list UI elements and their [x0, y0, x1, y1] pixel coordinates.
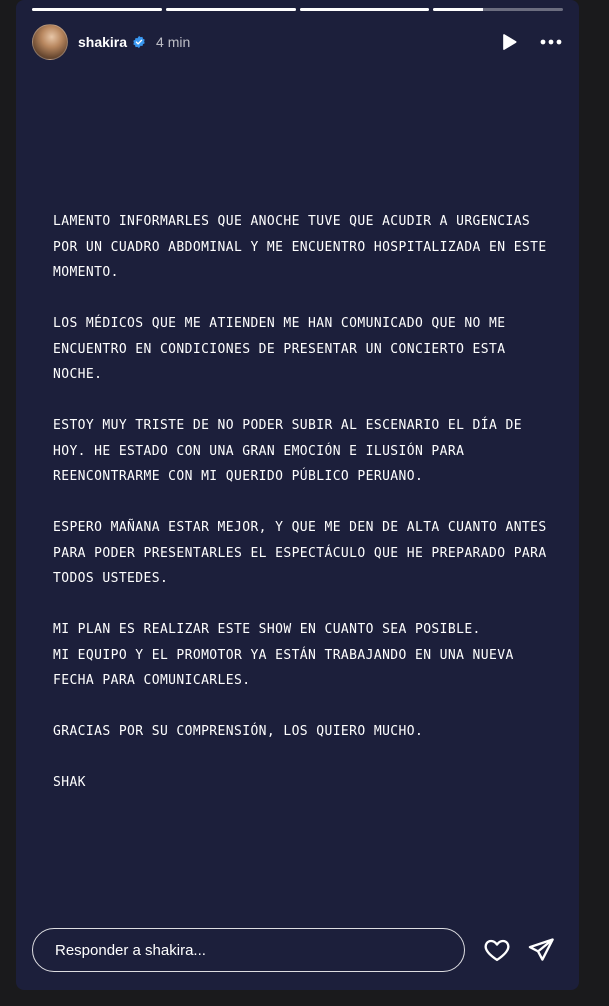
text-line: ESTOY MUY TRISTE DE NO PODER SUBIR AL ESCENARIO EL DÍA DE: [53, 418, 522, 433]
progress-segment: [433, 8, 563, 11]
story-viewer: [16, 0, 579, 990]
text-line: POR UN CUADRO ABDOMINAL Y ME ENCUENTRO HOSPITALIZADA EN ESTE: [53, 239, 547, 255]
paragraph: [53, 209, 573, 286]
text-line: PARA PODER PRESENTARLES EL ESPECTÁCULO QUE HE PREPARADO PARA: [53, 545, 547, 561]
progress-segment: [300, 8, 430, 11]
text-line: SHAK: [53, 775, 86, 790]
text-line: ESPERO MAÑANA ESTAR MEJOR, Y QUE ME DEN DE ALTA CUANTO ANTES: [53, 520, 547, 535]
paragraph: [53, 311, 573, 388]
progress-fill: [32, 8, 162, 11]
reply-actions: [483, 936, 555, 964]
paragraph: [53, 617, 573, 694]
heart-icon[interactable]: [483, 936, 511, 964]
paragraph: [53, 719, 573, 745]
send-icon[interactable]: [527, 936, 555, 964]
story-text: [53, 209, 573, 821]
paragraph: [53, 413, 573, 490]
progress-segment: [166, 8, 296, 11]
post-time: 4 min: [156, 34, 191, 50]
text-line: NOCHE.: [53, 367, 103, 382]
more-options-icon[interactable]: [539, 30, 563, 54]
username[interactable]: shakira: [78, 34, 128, 50]
play-icon[interactable]: [499, 32, 519, 52]
text-line: MOMENTO.: [53, 265, 119, 280]
text-line: MI EQUIPO Y EL PROMOTOR YA ESTÁN TRABAJANDO EN UNA NUEVA: [53, 647, 514, 663]
signature: [53, 770, 573, 796]
text-line: HOY. HE ESTADO CON UNA GRAN EMOCIÓN E ILUSIÓN PARA: [53, 443, 465, 459]
progress-fill: [433, 8, 482, 11]
paragraph: [53, 515, 573, 592]
text-line: REENCONTRARME CON MI QUERIDO PÚBLICO PERUANO.: [53, 469, 424, 484]
text-line: FECHA PARA COMUNICARLES.: [53, 673, 251, 688]
header-actions: [499, 30, 563, 54]
story-header: [32, 24, 563, 60]
text-line: ENCUENTRO EN CONDICIONES DE PRESENTAR UN CONCIERTO ESTA: [53, 341, 506, 357]
text-line: MI PLAN ES REALIZAR ESTE SHOW EN CUANTO SEA POSIBLE.: [53, 622, 481, 637]
progress-fill: [166, 8, 296, 11]
reply-input[interactable]: [32, 928, 465, 972]
story-progress-bar: [32, 8, 563, 11]
avatar[interactable]: [32, 24, 68, 60]
text-line: TODOS USTEDES.: [53, 571, 169, 586]
text-line: LOS MÉDICOS QUE ME ATIENDEN ME HAN COMUNICADO QUE NO ME: [53, 316, 506, 331]
progress-fill: [300, 8, 430, 11]
reply-bar: [32, 927, 563, 973]
text-line: GRACIAS POR SU COMPRENSIÓN, LOS QUIERO MUCHO.: [53, 724, 424, 739]
progress-segment: [32, 8, 162, 11]
text-line: LAMENTO INFORMARLES QUE ANOCHE TUVE QUE ACUDIR A URGENCIAS: [53, 214, 531, 229]
verified-badge-icon: [132, 35, 146, 49]
